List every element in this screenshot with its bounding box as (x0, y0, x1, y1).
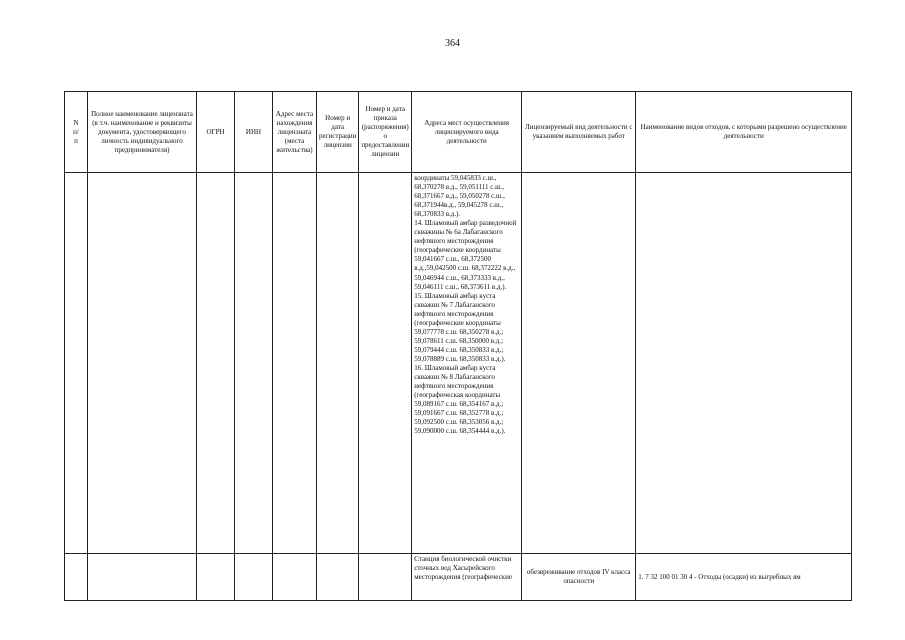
cell-activity-type: обезвреживание отходов IV класса опасности (522, 554, 636, 601)
header-ogrn: ОГРН (197, 92, 235, 173)
header-activity-address: Адреса мест осуществления лицензируемого вида деятельности (412, 92, 522, 173)
cell-ogrn (197, 173, 235, 554)
table-row (65, 554, 852, 601)
header-address: Адрес места нахождения лицензиата (места жительства) (273, 92, 317, 173)
cell-registration-number (317, 554, 359, 601)
cell-full-name (88, 554, 197, 601)
cell-ogrn (197, 554, 235, 601)
cell-inn (235, 173, 273, 554)
cell-address (273, 173, 317, 554)
header-activity-type: Лицензируемый вид деятельности с указанием выполняемых работ (522, 92, 636, 173)
header-full-name: Полное наименование лицензиата (в т.ч. наименование и реквизиты документа, удостоверяющего личность индивидуального предпринимателя) (88, 92, 197, 173)
cell-activity-address: координаты 59,045833 с.ш., 68,370278 в.д., 59,051111 с.ш., 68,371667 в.д., 59,050278 с.ш., 68,371944в.д., 59,045278 с.ш., 68,370833 в.д.). 14. Шламовый амбар разведочной скважины № 6а Лабаганского нефтяного месторождения (географические координаты 59,041667 с.ш., 68,372500 в.д.,59,042500 с.ш. 68,372222 в.д., 59,046944 с.ш., 68,373333 в.д., 59,046111 с.ш., 68,373611 в.д.). 15. Шламовый амбар куста скважин № 7 Лабаганского нефтяного месторождения (географические координаты 59,077778 с.ш. 68,350278 в.д.; 59,078611 с.ш. 68,350000 в.д.; 59,079444 с.ш. 68,350833 в.д.; 59,078889 с.ш. 68,350833 в.д.). 16. Шламовый амбар куста скважин № 8 Лабаганского нефтяного месторождения (географическая координаты 59,089167 с.ш. 68,354167 в.д.; 59,091667 с.ш. 68,352778 в.д.; 59,092500 с.ш. 68,353056 в.д.; 59,090000 с.ш. 68,354444 в.д.). (412, 173, 522, 554)
cell-waste-types (636, 173, 852, 554)
table-row (65, 173, 852, 554)
cell-waste-types: 1. 7 32 100 01 30 4 - Отходы (осадки) из выгребных ям (636, 554, 852, 601)
header-inn: ИНН (235, 92, 273, 173)
cell-activity-address: Станция биологической очистки сточных вод Хасырейского месторождения (географические (412, 554, 522, 601)
header-number: N п/ п (65, 92, 88, 173)
table-header-row (65, 92, 852, 173)
cell-number (65, 554, 88, 601)
cell-address (273, 554, 317, 601)
header-registration-number: Номер и дата регистрации лицензии (317, 92, 359, 173)
cell-number (65, 173, 88, 554)
page-number: 364 (445, 38, 460, 49)
license-table (64, 91, 852, 601)
header-order: Номер и дата приказа (распоряжения) о предоставлении лицензии (359, 92, 412, 173)
cell-inn (235, 554, 273, 601)
cell-order (359, 173, 412, 554)
cell-full-name (88, 173, 197, 554)
cell-activity-type (522, 173, 636, 554)
cell-registration-number (317, 173, 359, 554)
cell-order (359, 554, 412, 601)
header-waste-types: Наименование видов отходов, с которыми разрешено осуществление деятельности (636, 92, 852, 173)
